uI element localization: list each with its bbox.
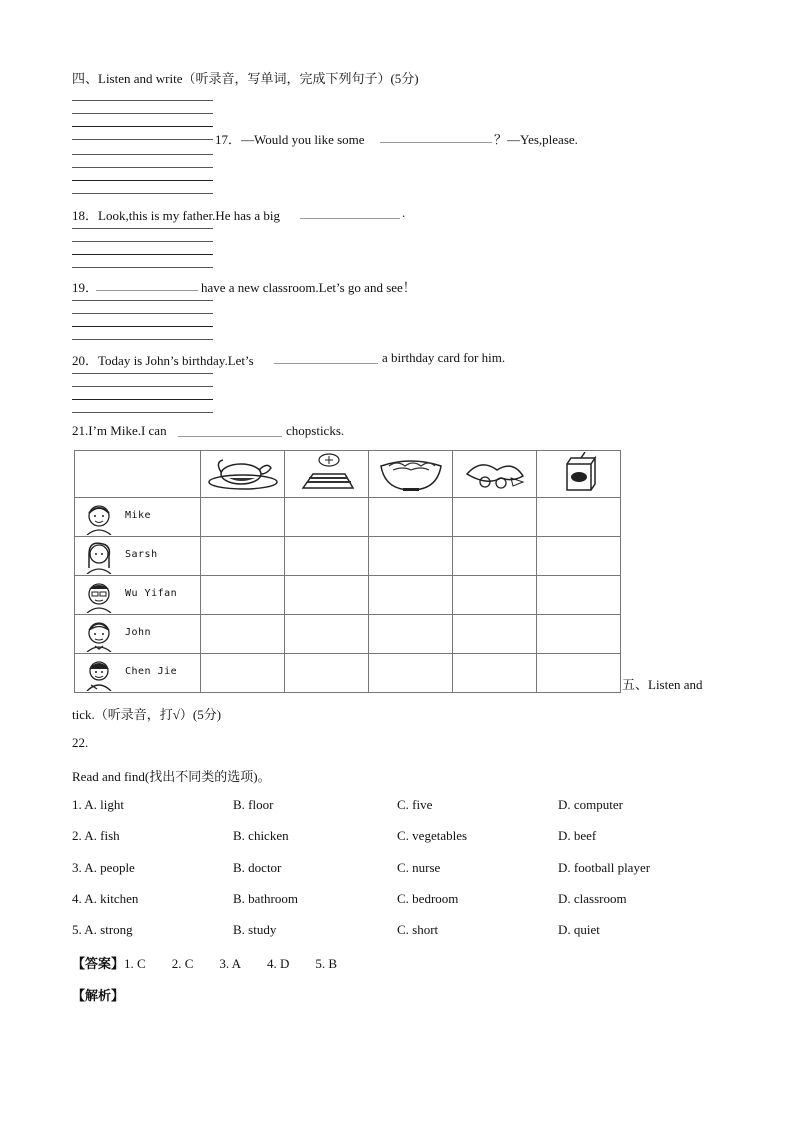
read-and-find-heading: Read and find(找出不同类的选项)。 [72, 769, 271, 784]
option-b[interactable]: B. doctor [233, 860, 282, 875]
option-b[interactable]: B. chicken [233, 828, 289, 843]
tick-cell[interactable] [537, 654, 621, 693]
option-d[interactable]: D. football player [558, 860, 651, 875]
question-number: 19． [72, 280, 99, 295]
name-cell [75, 576, 201, 615]
tick-cell[interactable] [201, 537, 285, 576]
table-row [75, 537, 621, 576]
food-preference-table [74, 450, 621, 693]
tick-cell[interactable] [369, 615, 453, 654]
student-name: Sarsh [125, 549, 158, 560]
table-header-row [75, 451, 621, 498]
option-a[interactable]: 5. A. strong [72, 922, 133, 937]
answer-blank[interactable] [274, 363, 378, 364]
question-text-after: chopsticks. [286, 423, 345, 438]
tick-cell[interactable] [285, 576, 369, 615]
tick-cell[interactable] [537, 576, 621, 615]
table-row [75, 615, 621, 654]
analysis-label: 【解析】 [72, 988, 125, 1003]
student-name: Mike [125, 510, 152, 521]
option-a[interactable]: 1. A. light [72, 797, 125, 812]
question-19 [72, 277, 98, 296]
answer-value: 2. C [171, 956, 194, 971]
child-avatar-icon [81, 618, 121, 652]
tick-cell[interactable] [285, 615, 369, 654]
question-17 [215, 129, 365, 148]
child-avatar-icon [81, 540, 121, 574]
tick-cell[interactable] [537, 498, 621, 537]
option-d[interactable]: D. computer [558, 797, 623, 812]
question-text-after: ？—Yes,please. [494, 132, 578, 147]
tick-cell[interactable] [453, 576, 537, 615]
question-text-after: . [402, 205, 406, 220]
question-text-before: Look,this is my father.He has a big [98, 208, 280, 223]
name-cell [75, 615, 201, 654]
question-number: 20． [72, 353, 99, 368]
noodles-icon [369, 451, 453, 498]
vegetables-icon [453, 451, 537, 498]
tick-cell[interactable] [201, 615, 285, 654]
tick-cell[interactable] [369, 576, 453, 615]
tick-cell[interactable] [369, 537, 453, 576]
option-c[interactable]: C. five [397, 797, 433, 812]
child-avatar-icon [81, 579, 121, 613]
option-d[interactable]: D. quiet [558, 922, 600, 937]
tick-cell[interactable] [369, 498, 453, 537]
section-4-heading: 四、Listen and write（听录音，写单词，完成下列句子）(5分) [72, 71, 419, 86]
tick-cell[interactable] [369, 654, 453, 693]
answer-value: 1. C [124, 956, 146, 971]
student-name: Wu Yifan [125, 588, 178, 599]
tick-cell[interactable] [453, 654, 537, 693]
answer-blank[interactable] [380, 142, 492, 143]
tick-cell[interactable] [453, 615, 537, 654]
tick-cell[interactable] [285, 654, 369, 693]
question-number: 18． [72, 208, 99, 223]
juice-box-icon [537, 451, 621, 498]
section-5-heading-continued: tick.（听录音，打√）(5分) [72, 707, 222, 722]
option-c[interactable]: C. bedroom [397, 891, 459, 906]
option-a[interactable]: 2. A. fish [72, 828, 120, 843]
student-name: Chen Jie [125, 666, 178, 677]
answer-value: 3. A [219, 956, 242, 971]
table-row [75, 498, 621, 537]
question-text-after: have a new classroom.Let’s go and see！ [201, 280, 416, 295]
answer-line [72, 953, 337, 972]
option-b[interactable]: B. floor [233, 797, 274, 812]
table-row [75, 654, 621, 693]
answer-label: 【答案】 [72, 956, 125, 971]
tick-cell[interactable] [201, 498, 285, 537]
answer-blank[interactable] [96, 290, 198, 291]
answer-value: 5. B [315, 956, 338, 971]
student-name: John [125, 627, 152, 638]
tick-cell[interactable] [201, 576, 285, 615]
option-c[interactable]: C. nurse [397, 860, 441, 875]
name-cell [75, 498, 201, 537]
table-row [75, 576, 621, 615]
option-d[interactable]: D. classroom [558, 891, 627, 906]
name-cell [75, 654, 201, 693]
option-c[interactable]: C. vegetables [397, 828, 468, 843]
tick-cell[interactable] [537, 615, 621, 654]
tick-cell[interactable] [201, 654, 285, 693]
question-text-after: a birthday card for him. [382, 350, 506, 365]
tick-cell[interactable] [537, 537, 621, 576]
option-b[interactable]: B. study [233, 922, 277, 937]
answer-blank[interactable] [178, 436, 282, 437]
question-22: 22. [72, 735, 89, 750]
corner-cell [75, 451, 201, 498]
tick-cell[interactable] [453, 537, 537, 576]
name-cell [75, 537, 201, 576]
section-5-heading: 五、Listen and [622, 677, 703, 692]
question-21 [72, 423, 167, 439]
tick-cell[interactable] [453, 498, 537, 537]
answer-value: 4. D [267, 956, 290, 971]
question-20 [72, 350, 254, 369]
option-a[interactable]: 4. A. kitchen [72, 891, 139, 906]
child-avatar-icon [81, 657, 121, 691]
tick-cell[interactable] [285, 537, 369, 576]
option-a[interactable]: 3. A. people [72, 860, 135, 875]
child-avatar-icon [81, 501, 121, 535]
answer-blank[interactable] [300, 218, 400, 219]
question-number: 21. [72, 423, 89, 438]
option-d[interactable]: D. beef [558, 828, 597, 843]
option-c[interactable]: C. short [397, 922, 439, 937]
question-number: 17． [215, 132, 242, 147]
option-b[interactable]: B. bathroom [233, 891, 298, 906]
question-text-before: I’m Mike.I can [88, 423, 167, 438]
tick-cell[interactable] [285, 498, 369, 537]
sandwich-icon [285, 451, 369, 498]
question-text-before: —Would you like some [241, 132, 365, 147]
question-18 [72, 205, 280, 224]
question-text-before: Today is John’s birthday.Let’s [98, 353, 254, 368]
roast-chicken-icon [201, 451, 285, 498]
